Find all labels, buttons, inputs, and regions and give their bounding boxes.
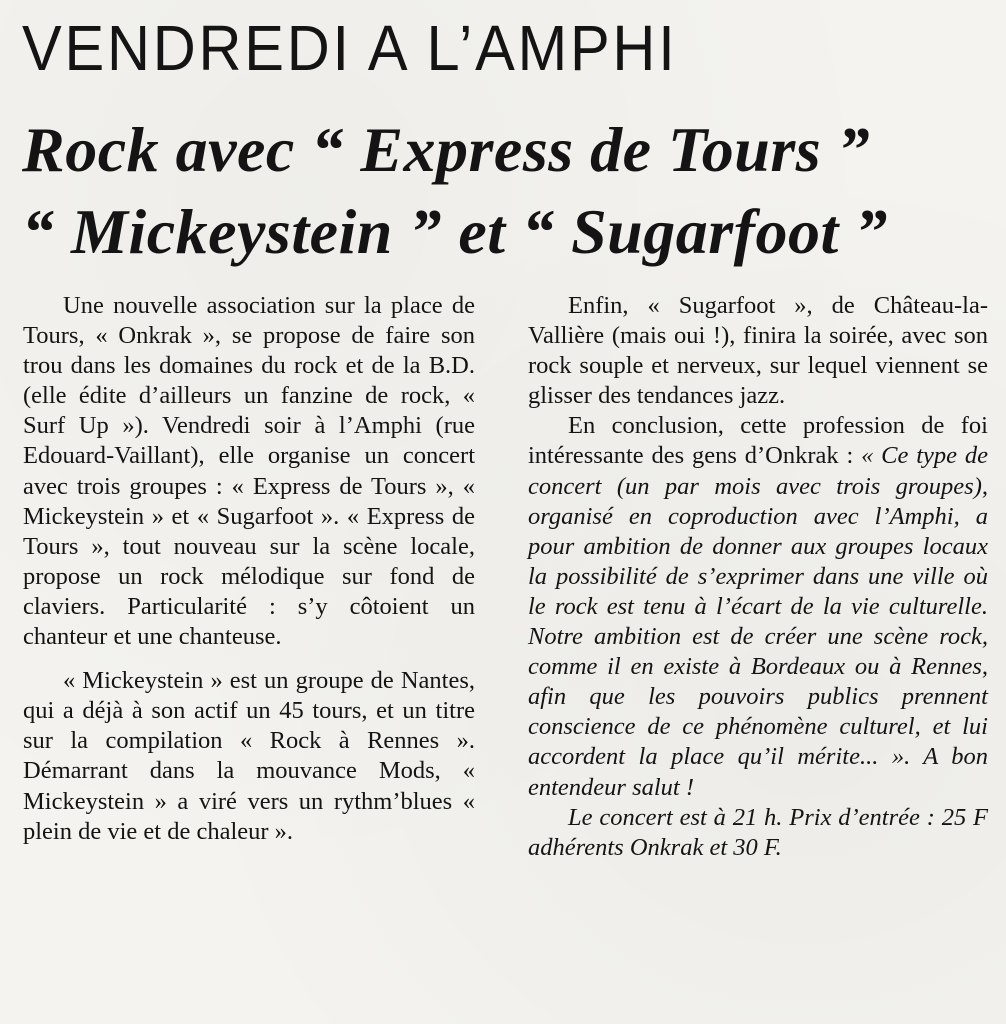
- onkrak-quote: « Ce type de concert (un par mois avec trois groupes), organisé en coproduction avec l’Amphi, a pour ambition de donner aux groupes locaux la possibilité de s’exprimer dans une ville où le rock est tenu à l’écart de la vie culturelle. Notre ambition est de créer une scène rock, comme il en existe à Bordeaux ou à Rennes, afin que les pouvoirs publics prennent conscience de ce phénomène culturel, et lui accordent la place qu’il mérite... ».: [528, 442, 988, 771]
- kicker-title: VENDREDI A L’AMPHI: [22, 12, 678, 84]
- left-column: [23, 291, 475, 847]
- headline-line-1: Rock avec “ Express de Tours ”: [22, 114, 871, 185]
- quote-closing-remark: A bon entendeur salut !: [528, 743, 988, 801]
- left-paragraph-1: Une nouvelle association sur la place de Tours, « Onkrak », se propose de faire son trou dans les domaines du rock et de la B.D. (elle édite d’ailleurs un fanzine de rock, « Surf Up »). Vendredi soir à l’Amphi (rue Edouard-Vaillant), elle organise un concert avec trois groupes : « Express de Tours », « Mickeystein » et « Sugarfoot ». « Express de Tours », tout nouveau sur la scène locale, propose un rock mélodique sur fond de claviers. Particularité : s’y côtoient un chanteur et une chanteuse.: [23, 292, 475, 651]
- conclusion-intro: En conclusion, cette profession de foi intéressante des gens d’Onkrak :: [528, 412, 988, 470]
- right-paragraph-1: Enfin, « Sugarfoot », de Château-la-Vallière (mais oui !), finira la soirée, avec son rock souple et nerveux, sur lequel viennent se glisser des tendances jazz.: [528, 292, 988, 410]
- right-paragraph-2: [528, 411, 988, 802]
- left-paragraph-2: « Mickeystein » est un groupe de Nantes, qui a déjà à son actif un 45 tours, et un titre sur la compilation « Rock à Rennes ». Démarrant dans la mouvance Mods, « Mickeystein » a viré vers un rythm’blues « plein de vie et de chaleur ».: [23, 667, 475, 845]
- concert-price-info: Le concert est à 21 h. Prix d’entrée : 25 F adhérents Onkrak et 30 F.: [528, 803, 988, 861]
- headline-line-2: “ Mickeystein ” et “ Sugarfoot ”: [22, 196, 888, 267]
- right-column: [528, 291, 988, 863]
